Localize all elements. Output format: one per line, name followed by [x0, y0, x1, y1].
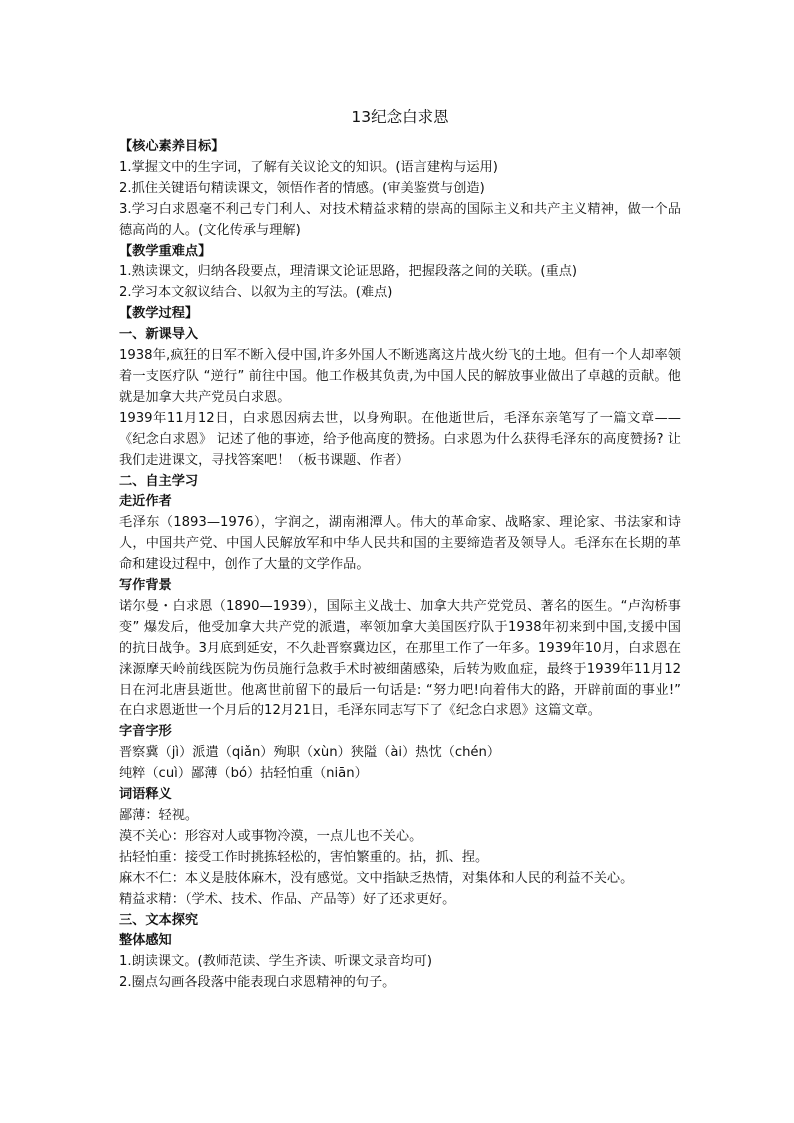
- paragraph: 1938年,疯狂的日军不断入侵中国,许多外国人不断逃离这片战火纷飞的土地。但有一个人却率领着一支医疗队 “逆行” 前往中国。他工作极其负责,为中国人民的解放事业做出了卓越的贡献。他就是加拿大共产党员白求恩。: [119, 348, 681, 405]
- section-heading: 写作背景: [119, 578, 172, 594]
- section-heading: 【核心素养目标】: [119, 139, 225, 154]
- paragraph: 2.学习本文叙议结合、以叙为主的写法。(难点): [119, 285, 393, 301]
- paragraph: 晋察冀（jì）派遣（qiǎn）殉职（xùn）狭隘（ài）热忱（chén）: [119, 745, 501, 761]
- paragraph: 拈轻怕重：接受工作时挑拣轻松的，害怕繁重的。拈，抓、捏。: [119, 849, 489, 865]
- paragraph: 毛泽东（1893—1976），字润之，湖南湘潭人。伟大的革命家、战略家、理论家、书法家和诗人，中国共产党、中国人民解放军和中华人民共和国的主要缔造者及领导人。毛泽东在长期的革命和建设过程中，创作了大量的文学作品。: [119, 515, 681, 573]
- paragraph: 3.学习白求恩毫不利己专门利人、对技术精益求精的崇高的国际主义和共产主义精神，做一个品德高尚的人。(文化传承与理解): [119, 201, 681, 238]
- paragraph: 2.抓住关键语句精读课文，领悟作者的情感。(审美鉴赏与创造): [119, 180, 485, 196]
- paragraph: 麻木不仁：本义是肢体麻木，没有感觉。文中指缺乏热情，对集体和人民的利益不关心。: [119, 870, 634, 886]
- section-heading: 走近作者: [119, 494, 172, 510]
- paragraph: 纯粹（cuì）鄙薄（bó）拈轻怕重（niān）: [119, 766, 368, 782]
- section-heading: 三、文本探究: [119, 912, 199, 928]
- section-heading: 字音字形: [119, 724, 172, 740]
- paragraph: 1.熟读课文，归纳各段要点，理清课文论证思路，把握段落之间的关联。(重点): [119, 264, 578, 280]
- paragraph: 诺尔曼・白求恩（1890—1939），国际主义战士、加拿大共产党党员、著名的医生。“卢沟桥事变” 爆发后，他受加拿大共产党的派遣，率领加拿大美国医疗队于1938年初来到中国,支援中国的抗日战争。3月底到延安，不久赴晋察冀边区，在那里工作了一年多。1939年10月，白求恩在涞源摩天岭前线医院为伤员施行急救手术时被细菌感染，后转为败血症，最终于1939年11月12日在河北唐县逝世。他离世前留下的最后一句话是: “努力吧!向着伟大的路，开辟前面的事业!” 在白求恩逝世一个月后的12月21日，毛泽东同志写下了《纪念白求恩》这篇文章。: [119, 598, 681, 719]
- section-heading: 【教学过程】: [119, 306, 199, 322]
- paragraph: 漠不关心：形容对人或事物冷漠，一点儿也不关心。: [119, 828, 423, 844]
- paragraph: 鄙薄：轻视。: [119, 808, 199, 823]
- text-lines: [119, 137, 681, 994]
- paragraph: 1.掌握文中的生字词，了解有关议论文的知识。(语言建构与运用): [119, 159, 498, 175]
- page-title: 13纪念白求恩: [351, 108, 449, 126]
- section-heading: 【教学重难点】: [119, 243, 212, 259]
- paragraph: 1.朗读课文。(教师范读、学生齐读、听课文录音均可): [119, 954, 432, 970]
- paragraph: 1939年11月12日，白求恩因病去世，以身殉职。在他逝世后，毛泽东亲笔写了一篇文章——《纪念白求恩》 记述了他的事迹，给予他高度的赞扬。白求恩为什么获得毛泽东的高度赞扬? 让我们走进课文，寻找答案吧！（板书课题、作者）: [119, 410, 681, 468]
- paragraph: 精益求精：（学术、技术、作品、产品等）好了还求更好。: [119, 891, 456, 907]
- document-body: [119, 106, 681, 994]
- section-heading: 词语释义: [119, 787, 172, 803]
- section-heading: 二、自主学习: [119, 473, 199, 489]
- section-heading: 整体感知: [119, 933, 172, 949]
- section-heading: 一、新课导入: [119, 327, 199, 343]
- paragraph: 2.圈点勾画各段落中能表现白求恩精神的句子。: [119, 975, 396, 991]
